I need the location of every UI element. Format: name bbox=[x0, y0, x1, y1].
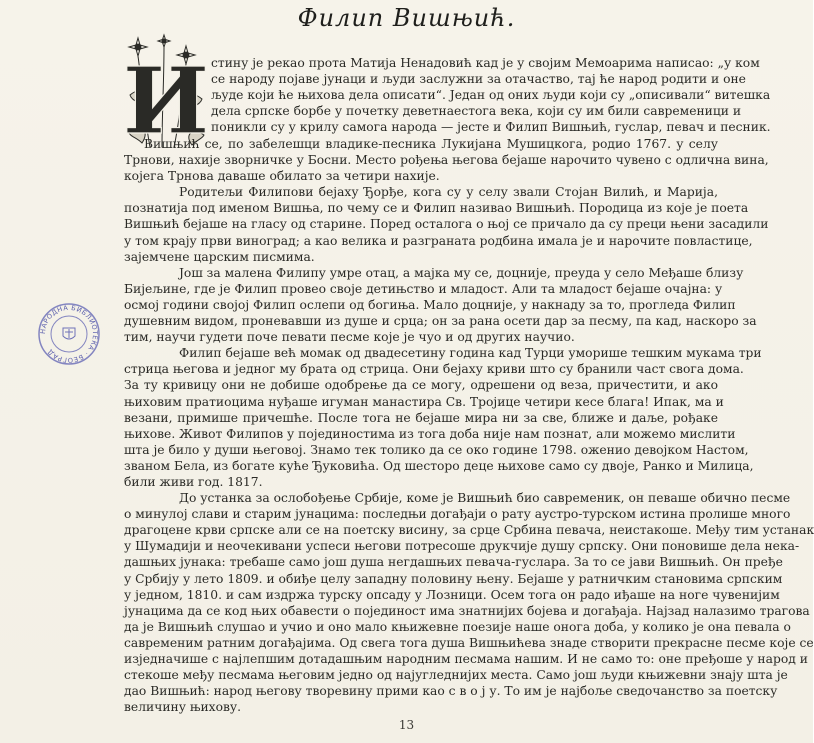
text-line: у Србију у лето 1809. и обиђе целу западну половину њену. Бејаше у ратничким становима српским bbox=[124, 571, 783, 586]
text-line: поникли су у крилу самога народа — јесте и Филип Вишњић, гуслар, певач и песник. bbox=[211, 120, 771, 135]
stamp-text: НАРОДНА БИБЛИОТЕКА · БЕОГРАД bbox=[38, 303, 100, 365]
flower-icon bbox=[158, 35, 170, 47]
text-line: шта је било у души његовој. Знамо тек толико да се око године 1798. оженио девојком Настом, bbox=[124, 442, 749, 457]
text-line: у Шумадији и неочекивани успеси његови потресоше друкчије душу српску. Они поновише дела нека- bbox=[124, 539, 800, 554]
text-line: дао Вишњић: народ његову творевину прими као с в о ј у. То им је најбоље сведочанство за поетску bbox=[124, 684, 778, 699]
text-line: дашњих јунака: требаше само још душа негдашњих певача-гуслара. За то се јави Вишњић. Он пређе bbox=[124, 555, 783, 570]
text-line: Филип бејаше већ момак од двадесетину година кад Турци уморише тешким мукама три bbox=[179, 346, 762, 361]
text-line: у једном, 1810. и сам издржа турску опсаду у Лозници. Осем тога он радо иђаше на ноге чувенијим bbox=[124, 587, 780, 602]
text-line: људе који ће њихова дела описати“. Један од оних људи који су „описивали“ витешка bbox=[211, 88, 771, 103]
main-text bbox=[124, 136, 814, 715]
text-line: тим, научи гудети поче певати песме које је чуо и од других научио. bbox=[124, 330, 575, 345]
text-line: стекоше међу песмама његовим једно од најугледнијих места. Само још људи књижевни знају шта је bbox=[124, 668, 788, 683]
text-line: Родитељи Филипови бејаху Ђорђе, кога су у селу звали Стојан Вилић, и Марија, bbox=[179, 185, 718, 200]
text-line: стрица његова и једног му брата од стрица. Они бејаху криви што су бранили част свога дома. bbox=[124, 362, 744, 377]
library-stamp bbox=[37, 302, 101, 366]
text-line: јунацима да се код њих обавести о појединост има знатнијих бојева и догађаја. Најзад налазимо трагова bbox=[124, 603, 810, 618]
text-line: зајемчене царским писмима. bbox=[124, 249, 315, 264]
text-line: њиховим пратиоцима нуђаше игуман манастира Св. Тројице четири кесе блага! Ипак, ма и bbox=[124, 394, 724, 409]
text-line: Још за малена Филипу умре отац, а мајка му се, доцније, преуда у село Међаше близу bbox=[179, 265, 744, 280]
text-line: величину њихову. bbox=[124, 700, 242, 715]
text-line: у том крају први виноград; а као велика и разграната родбина имала је и нарочите повластице, bbox=[124, 233, 753, 248]
text-line: којега Трнова даваше обилато за четири нахије. bbox=[124, 169, 440, 184]
page-number: 13 bbox=[398, 718, 415, 732]
text-line: Вишњић се, по забелешци владике-песника Лукијана Мушицкога, родио 1767. у селу bbox=[144, 137, 718, 151]
text-line: дела српске борбе у почетку деветнаестога века, који су им били савременици и bbox=[211, 104, 742, 119]
text-line: њихове. Живот Филипов у појединостима из тога доба није нам познат, али можемо мислити bbox=[124, 426, 736, 441]
text-line: стину је рекао прота Матија Ненадовић кад је у својим Мемоарима написао: „у ком bbox=[211, 56, 760, 70]
text-line: душевним видом, проневавши из душе и срца; он за рана осети дар за песму, па кад, наскоро за bbox=[124, 314, 757, 329]
text-line: Бијељине, где је Филип провео своје детињство и младост. Али та младост бејаше очајна: у bbox=[124, 281, 723, 296]
text-line: За ту кривицу они не добише одобрење да се могу, одрешени од веза, причестити, и ако bbox=[124, 378, 718, 393]
page-title: Филип Вишњић. bbox=[297, 4, 516, 32]
text-line: осмој години својој Филип ослепи од богиња. Мало доцније, у накнаду за то, прогледа Филип bbox=[124, 297, 736, 312]
text-line: званом Бела, из богате куће Ђуковића. Од шесторо деце њихове само су двоје, Ранко и Милица, bbox=[124, 458, 754, 473]
text-line: да је Вишњић слушао и учио и оно мало књижевне поезије наше онога доба, у колико је она певала о bbox=[124, 619, 791, 634]
intro-paragraph bbox=[211, 55, 771, 135]
text-line: познатија под именом Вишња, по чему се и Филип називао Вишњић. Породица из које је поета bbox=[124, 201, 749, 216]
text-line: Трнови, нахије зворничке у Босни. Место рођења његова бејаше нарочито чувено с одлична вина, bbox=[124, 153, 769, 168]
text-line: Вишњић бејаше на гласу од старине. Поред осталога о њој се причало да су преци њени засадили bbox=[124, 217, 769, 232]
text-line: се народу појаве јунаци и људи заслужни за отачаство, тај ће народ родити и оне bbox=[211, 72, 746, 87]
text-line: савременим ратним догађајима. Од свега тога душа Вишњићева знаде створити прекрасне песме које се bbox=[124, 635, 814, 650]
crest-icon bbox=[63, 328, 75, 339]
text-line: о минулој слави и старим јунацима: последњи догађаји о рату аустро-турском истина пролише много bbox=[124, 507, 791, 522]
text-line: До устанка за ослобођење Србије, коме је Вишњић био савременик, он певаше обично песме bbox=[179, 491, 791, 506]
text-line: драгоцене крви српске али се на поетску висину, за срце Србина певача, неистакоше. Међу тим устанак bbox=[124, 523, 814, 538]
text-line: везани, примише причешће. После тога не бејаше мира ни за све, ближе и даље, рођаке bbox=[124, 410, 718, 425]
dropcap-ornament bbox=[122, 35, 210, 155]
text-line: били живи год. 1817. bbox=[124, 474, 263, 489]
text-line: изједначише с најлепшим дотадашњим народним песмама нашим. И не само то: оне пређоше у народ и bbox=[124, 652, 808, 666]
dropcap-letter: И bbox=[122, 47, 210, 155]
